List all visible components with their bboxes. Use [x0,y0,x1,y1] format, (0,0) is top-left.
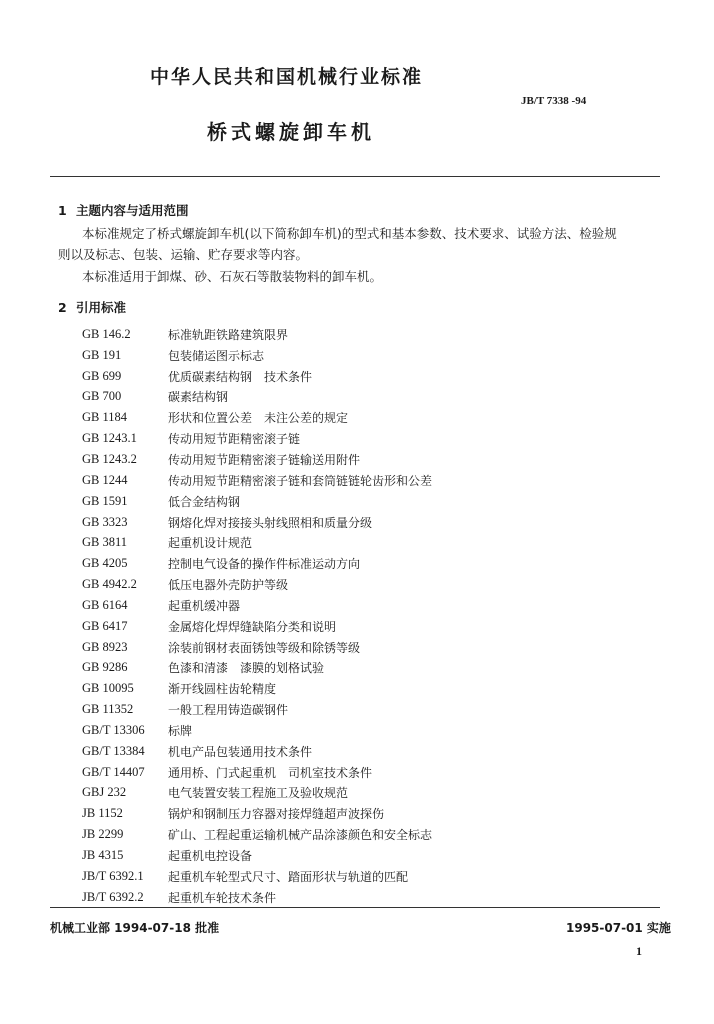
reference-code: GB/T 13306 [82,722,145,737]
reference-item [82,553,432,574]
reference-item [82,387,432,408]
section-1-heading [58,201,189,219]
reference-code: GB/T 13384 [82,743,145,758]
reference-title: 标牌 [168,723,193,738]
reference-title: 机电产品包装通用技术条件 [168,744,313,759]
reference-item [82,532,432,553]
reference-item [82,762,432,783]
reference-item [82,366,432,387]
reference-title: 起重机设计规范 [168,536,253,551]
reference-item [82,887,432,908]
reference-title: 起重机电控设备 [168,849,253,864]
reference-title: 传动用短节距精密滚子链 [168,432,301,447]
reference-title: 渐开线圆柱齿轮精度 [168,682,277,697]
section-1-title: 主题内容与适用范围 [76,203,189,218]
reference-title: 金属熔化焊焊缝缺陷分类和说明 [168,619,337,634]
reference-title: 矿山、工程起重运输机械产品涂漆颜色和安全标志 [168,828,433,843]
reference-title: 起重机缓冲器 [168,598,241,613]
reference-item [82,866,432,887]
reference-title: 色漆和清漆 漆膜的划格试验 [168,661,325,676]
reference-title: 传动用短节距精密滚子链和套筒链链轮齿形和公差 [168,473,433,488]
reference-code: GB 4205 [82,556,128,571]
reference-title: 一般工程用铸造碳钢件 [168,703,289,718]
reference-title: 传动用短节距精密滚子链输送用附件 [168,452,361,467]
reference-title: 包装储运图示标志 [168,348,265,363]
reference-code: JB/T 6392.1 [82,868,144,883]
issuing-authority-title: 中华人民共和国机械行业标准 [150,66,424,88]
reference-title: 控制电气设备的操作件标准运动方向 [168,557,361,572]
section-2-heading [58,298,126,316]
reference-item [82,678,432,699]
reference-item [82,491,432,512]
reference-title: 起重机车轮技术条件 [168,890,277,905]
reference-title: 标准轨距铁路建筑限界 [168,327,289,342]
reference-item [82,345,432,366]
reference-item [82,616,432,637]
reference-code: GBJ 232 [82,785,127,800]
reference-code: GB 3811 [82,535,128,550]
reference-item [82,324,432,345]
reference-item [82,449,432,470]
reference-title: 起重机车轮型式尺寸、踏面形状与轨道的匹配 [168,869,409,884]
reference-code: GB 6164 [82,597,128,612]
reference-code: GB 191 [82,347,122,362]
page-number: 1 [636,944,642,958]
reference-code: GB 1243.1 [82,431,137,446]
reference-item [82,824,432,845]
reference-code: GB 3323 [82,514,128,529]
reference-item [82,574,432,595]
reference-code: GB 1244 [82,472,128,487]
approval-line: 机械工业部 1994-07-18 批准 [50,921,220,935]
reference-title: 碳素结构钢 [168,390,229,405]
reference-code: GB/T 14407 [82,764,145,779]
document-title: 桥式螺旋卸车机 [207,120,375,144]
effective-date-line: 1995-07-01 实施 [566,921,671,935]
reference-item [82,720,432,741]
standard-number: JB/T 7338 -94 [521,95,587,107]
reference-title: 锅炉和钢制压力容器对接焊缝超声波探伤 [168,807,385,822]
reference-code: GB 9286 [82,660,128,675]
reference-item [82,595,432,616]
section-2-title: 引用标准 [76,300,127,315]
section-1-para2: 本标准适用于卸煤、砂、石灰石等散装物料的卸车机。 [82,269,383,284]
reference-item [82,658,432,679]
section-2-number: 2 [58,300,67,315]
reference-item [82,699,432,720]
reference-item [82,470,432,491]
reference-code: GB 1243.2 [82,451,137,466]
reference-item [82,637,432,658]
reference-item [82,407,432,428]
reference-title: 低压电器外壳防护等级 [168,578,289,593]
top-divider [50,176,660,177]
reference-code: GB 8923 [82,639,128,654]
reference-code: GB 700 [82,389,122,404]
reference-item [82,512,432,533]
reference-item [82,428,432,449]
reference-code: GB 146.2 [82,326,131,341]
reference-item [82,783,432,804]
bottom-divider [50,907,660,908]
reference-code: GB 11352 [82,702,134,717]
reference-title: 低合金结构钢 [168,494,241,509]
section-1-para1-line1: 本标准规定了桥式螺旋卸车机(以下简称卸车机)的型式和基本参数、技术要求、试验方法、检验规 [82,226,617,241]
reference-code: JB 2299 [82,827,124,842]
reference-code: GB 6417 [82,618,128,633]
reference-item [82,741,432,762]
reference-item [82,845,432,866]
reference-item [82,803,432,824]
reference-code: GB 4942.2 [82,577,137,592]
reference-title: 通用桥、门式起重机 司机室技术条件 [168,765,373,780]
section-1-para1-line2: 则以及标志、包装、运输、贮存要求等内容。 [58,247,309,262]
reference-code: JB 1152 [82,806,123,821]
reference-title: 形状和位置公差 未注公差的规定 [168,411,349,426]
reference-title: 电气装置安装工程施工及验收规范 [168,786,349,801]
reference-code: JB/T 6392.2 [82,889,144,904]
reference-code: JB 4315 [82,848,124,863]
reference-code: GB 10095 [82,681,134,696]
referenced-standards-list [82,324,432,908]
reference-title: 涂装前钢材表面锈蚀等级和除锈等级 [168,640,361,655]
reference-title: 钢熔化焊对接接头射线照相和质量分级 [168,515,373,530]
reference-code: GB 1184 [82,410,128,425]
reference-title: 优质碳素结构钢 技术条件 [168,369,313,384]
reference-code: GB 1591 [82,493,128,508]
section-1-number: 1 [58,203,67,218]
reference-code: GB 699 [82,368,122,383]
